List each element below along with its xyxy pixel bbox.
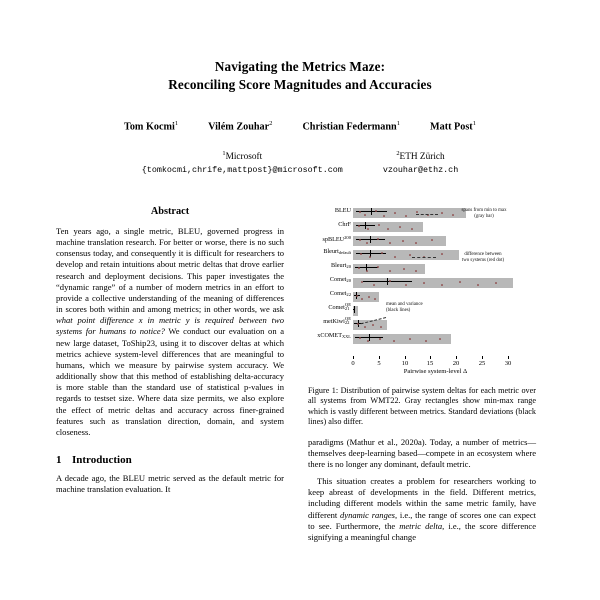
section-heading-introduction	[56, 454, 284, 466]
abstract-text	[56, 226, 284, 438]
introduction-paragraph: A decade ago, the BLEU metric served as the default metric for machine translation evaluation. It	[56, 472, 284, 495]
range-bar-spbleu	[353, 236, 446, 246]
y-label-comet21-qe: CometQE 21	[328, 302, 351, 312]
x-tick-10: 10	[401, 360, 409, 367]
title-line-1: Navigating the Metrics Maze:	[214, 59, 386, 74]
rc-p2-italic-2: metric delta	[399, 520, 443, 531]
author	[124, 120, 178, 132]
y-label-comet22: Comet$_{22}$	[329, 290, 351, 297]
x-tick-5: 5	[377, 360, 381, 367]
affil-marker: 1	[222, 150, 226, 158]
title-block	[0, 0, 600, 177]
x-tick-20: 20	[452, 360, 460, 367]
x-tick-15: 15	[426, 360, 434, 367]
annotation-dot-line1: difference between	[464, 252, 502, 257]
y-label-metkiwi22-qe: metKiwiQE 22	[323, 316, 351, 326]
affiliation-list	[60, 147, 540, 177]
abstract-italic-question: what point difference x in metric y is required between two systems for humans to notice?	[56, 315, 284, 337]
annotation-span-minmax	[438, 208, 530, 219]
mean-mark-spbleu	[370, 236, 371, 243]
annotation-span-line2: (gray bar)	[474, 213, 494, 219]
annotation-mean-line2: (black lines)	[386, 307, 411, 313]
abstract-heading: Abstract	[150, 206, 190, 217]
y-label-xcomet-xxl: xCOMET$_{XXL}$	[317, 332, 351, 339]
y-label-bleu: BLEU	[334, 207, 351, 214]
title-line-2: Reconciling Score Magnitudes and Accuracies	[168, 77, 432, 92]
y-axis-labels	[308, 206, 352, 354]
author-affil-marker: 1	[472, 120, 476, 127]
page-title	[60, 58, 540, 94]
author-name: Matt Post	[429, 121, 473, 133]
left-column	[56, 206, 284, 600]
figure-1-plot	[308, 206, 536, 381]
y-label-comet20: Comet$_{20}$	[329, 276, 351, 283]
leader-line-dot	[412, 257, 436, 258]
y-label-spbleu: spBLEU$^{200}$	[322, 235, 351, 244]
y-label-bleurt-default: Bleurt$_{default}$	[323, 248, 351, 255]
right-column-paragraph-continued: paradigms (Mathur et al., 2020a). Today, a number of metrics—themselves deep-learning based—compete in an ecosystem where there is no longer any dominant, default metric.	[308, 436, 536, 469]
leader-line-span	[416, 214, 438, 215]
range-bar-xcomet-xxl	[353, 334, 451, 344]
section-number: 1	[56, 453, 62, 466]
author-name: Tom Kocmi	[123, 121, 175, 133]
figure-1	[308, 206, 536, 428]
author-affil-marker: 1	[174, 120, 179, 127]
abstract-part-1: Ten years ago, a single metric, BLEU, governed progress in machine translation research. For better or worse, there is no such consensus today, and consequently it is difficult for researchers to develop and retain intuitions about metric deltas that drove earlier research and deployment decisions. This paper investigates the “dynamic range” of a number of modern metrics in an effort to provide a collective understanding of the meaning of differences in scores both within and among metrics; in other words, we ask	[56, 226, 284, 315]
affil-name: Microsoft	[225, 152, 263, 163]
affiliation	[383, 147, 458, 177]
y-label-bleurt20: Bleurt$_{20}$	[330, 262, 351, 269]
rc-p2-b: , i.e., the range of scores one can expect to see. Furthermore, the	[308, 509, 537, 531]
author-affil-marker: 1	[396, 120, 400, 127]
y-label-chrf: ChrF	[338, 221, 351, 228]
affil-contact[interactable]: vzouhar@ethz.ch	[382, 165, 459, 176]
rc-p2-a: This situation creates a problem for researchers working to keep abreast of developments in the field. Different metrics, including different models within the same metric family, have different	[308, 476, 536, 520]
right-column-paragraph-2	[308, 476, 536, 543]
figure-caption-label: Figure 1:	[308, 386, 339, 395]
mean-mark-comet21-qe	[354, 306, 355, 313]
range-bar-comet20	[353, 278, 513, 288]
affil-name: ETH Zürich	[399, 152, 445, 163]
x-tick-30: 30	[504, 360, 512, 367]
range-bar-bleurt20	[353, 264, 425, 274]
plot-area	[353, 208, 518, 354]
author-affil-marker: 2	[269, 120, 273, 127]
range-bar-chrf	[353, 222, 423, 232]
two-column-body	[0, 206, 600, 600]
affil-marker: 2	[396, 150, 400, 158]
rc-p2-italic-1: dynamic ranges	[340, 509, 395, 520]
annotation-dot-line2: two systems (red dot)	[461, 257, 505, 263]
annotation-span-line1: spans from min to max	[461, 208, 507, 213]
section-title: Introduction	[72, 453, 132, 466]
annotation-red-dot	[436, 252, 530, 263]
abstract-part-2: We conduct our evaluation on a new large dataset, ToShip23, using it to discover deltas at which metrics achieve system-level differences that are meaningful to humans, which we measure by pairwise system accuracy. We additionally show that this method of establishing delta-accuracy is more stable than the standard use of statistical p-values in regards to testset size. Where data size permits, we also explore the effect of metric deltas and accuracy across finer-grained features such as translation direction, domain, and system closeness.	[56, 326, 285, 437]
author-name: Christian Federmann	[302, 121, 397, 133]
author	[302, 120, 400, 132]
x-tick-25: 25	[478, 360, 486, 367]
mean-mark-xcomet-xxl	[369, 334, 370, 341]
annotation-mean-variance	[386, 302, 452, 313]
rc-p2-c: , i.e., the score difference signifying a meaningful change	[308, 520, 537, 542]
figure-caption-text: Distribution of pairwise system deltas for each metric over all systems from WMT22. Gray rectangles show min-max range which is vastly different between metrics. Standard deviations (black lines) also differ.	[308, 386, 536, 427]
x-tick-0: 0	[351, 360, 355, 367]
author-name: Vilém Zouhar	[208, 121, 270, 133]
author-list	[60, 120, 540, 132]
mean-mark-bleu	[371, 208, 372, 215]
x-axis-title: Pairwise system-level Δ	[403, 368, 468, 375]
affil-contact[interactable]: {tomkocmi,chrife,mattpost}@microsoft.com	[141, 165, 343, 176]
x-axis	[353, 356, 518, 376]
author	[208, 120, 272, 132]
figure-caption	[308, 386, 536, 428]
annotation-mean-line1: mean and variance	[386, 302, 423, 307]
right-column	[308, 206, 536, 600]
affiliation	[142, 147, 343, 177]
author	[430, 120, 476, 132]
mean-mark-comet20	[387, 278, 388, 285]
